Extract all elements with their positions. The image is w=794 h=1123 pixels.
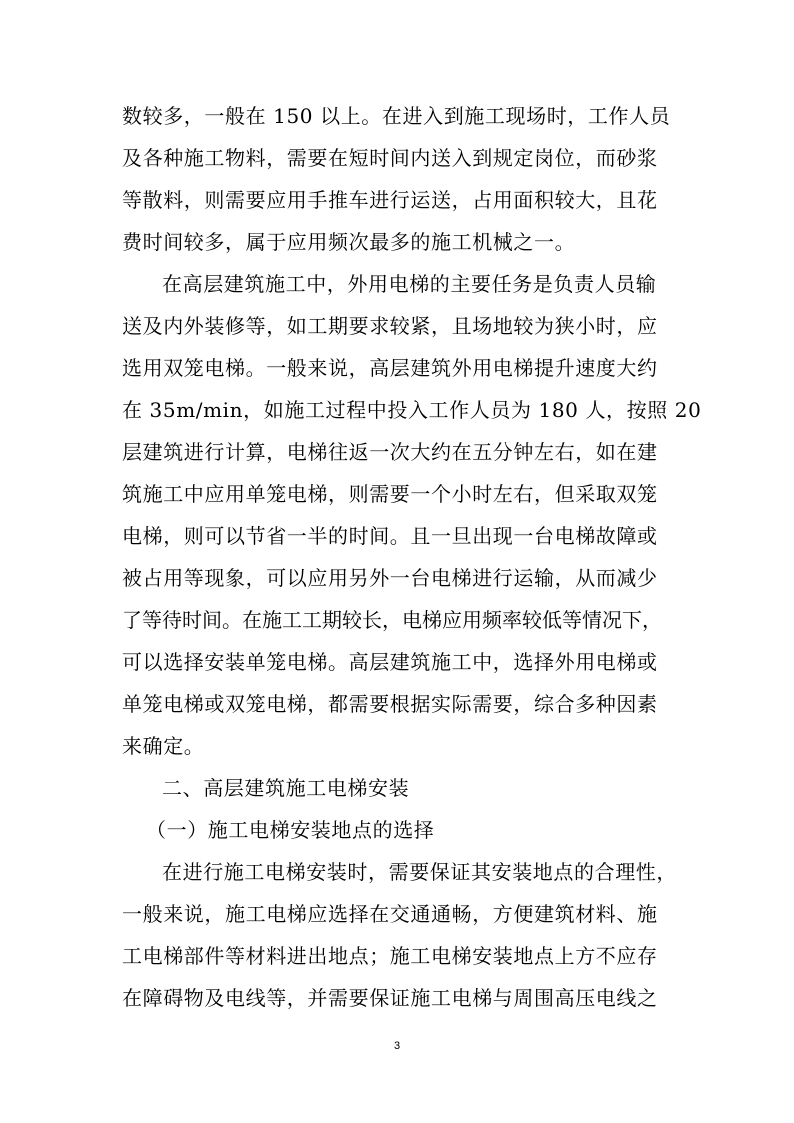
paragraph-first-line: 在进行施工电梯安装时，需要保证其安装地点的合理性， <box>162 860 677 884</box>
text-line: 被占用等现象，可以应用另外一台电梯进行运输，从而减少 <box>122 566 658 590</box>
text-line: 选用双笼电梯。一般来说，高层建筑外用电梯提升速度大约 <box>122 356 658 380</box>
text-line: 送及内外装修等，如工期要求较紧，且场地较为狭小时，应 <box>122 314 658 338</box>
text-line: 电梯，则可以节省一半的时间。且一旦出现一台电梯故障或 <box>122 524 658 548</box>
text-line: 来确定。 <box>122 734 205 758</box>
text-line: 可以选择安装单笼电梯。高层建筑施工中，选择外用电梯或 <box>122 650 658 674</box>
subsection-heading: （一）施工电梯安装地点的选择 <box>146 818 435 842</box>
text-line: 及各种施工物料，需要在短时间内送入到规定岗位，而砂浆 <box>122 146 658 170</box>
paragraph-first-line: 在高层建筑施工中，外用电梯的主要任务是负责人员输 <box>162 272 657 296</box>
text-line: 在 35m/min，如施工过程中投入工作人员为 180 人，按照 20 <box>122 398 702 422</box>
text-line: 费时间较多，属于应用频次最多的施工机械之一。 <box>122 230 576 254</box>
text-line: 等散料，则需要应用手推车进行运送，占用面积较大，且花 <box>122 188 658 212</box>
text-line: 了等待时间。在施工工期较长，电梯应用频率较低等情况下， <box>122 608 662 632</box>
text-line: 单笼电梯或双笼电梯，都需要根据实际需要，综合多种因素 <box>122 692 658 716</box>
text-line: 数较多，一般在 150 以上。在进入到施工现场时，工作人员 <box>122 104 671 128</box>
text-line: 工电梯部件等材料进出地点；施工电梯安装地点上方不应存 <box>122 944 658 968</box>
section-heading: 二、高层建筑施工电梯安装 <box>162 776 410 800</box>
page-number: 3 <box>393 1040 401 1052</box>
text-line: 层建筑进行计算，电梯往返一次大约在五分钟左右，如在建 <box>122 440 658 464</box>
text-line: 在障碍物及电线等，并需要保证施工电梯与周围高压电线之 <box>122 986 658 1010</box>
text-line: 一般来说，施工电梯应选择在交通通畅，方便建筑材料、施 <box>122 902 658 926</box>
text-line: 筑施工中应用单笼电梯，则需要一个小时左右，但采取双笼 <box>122 482 658 506</box>
